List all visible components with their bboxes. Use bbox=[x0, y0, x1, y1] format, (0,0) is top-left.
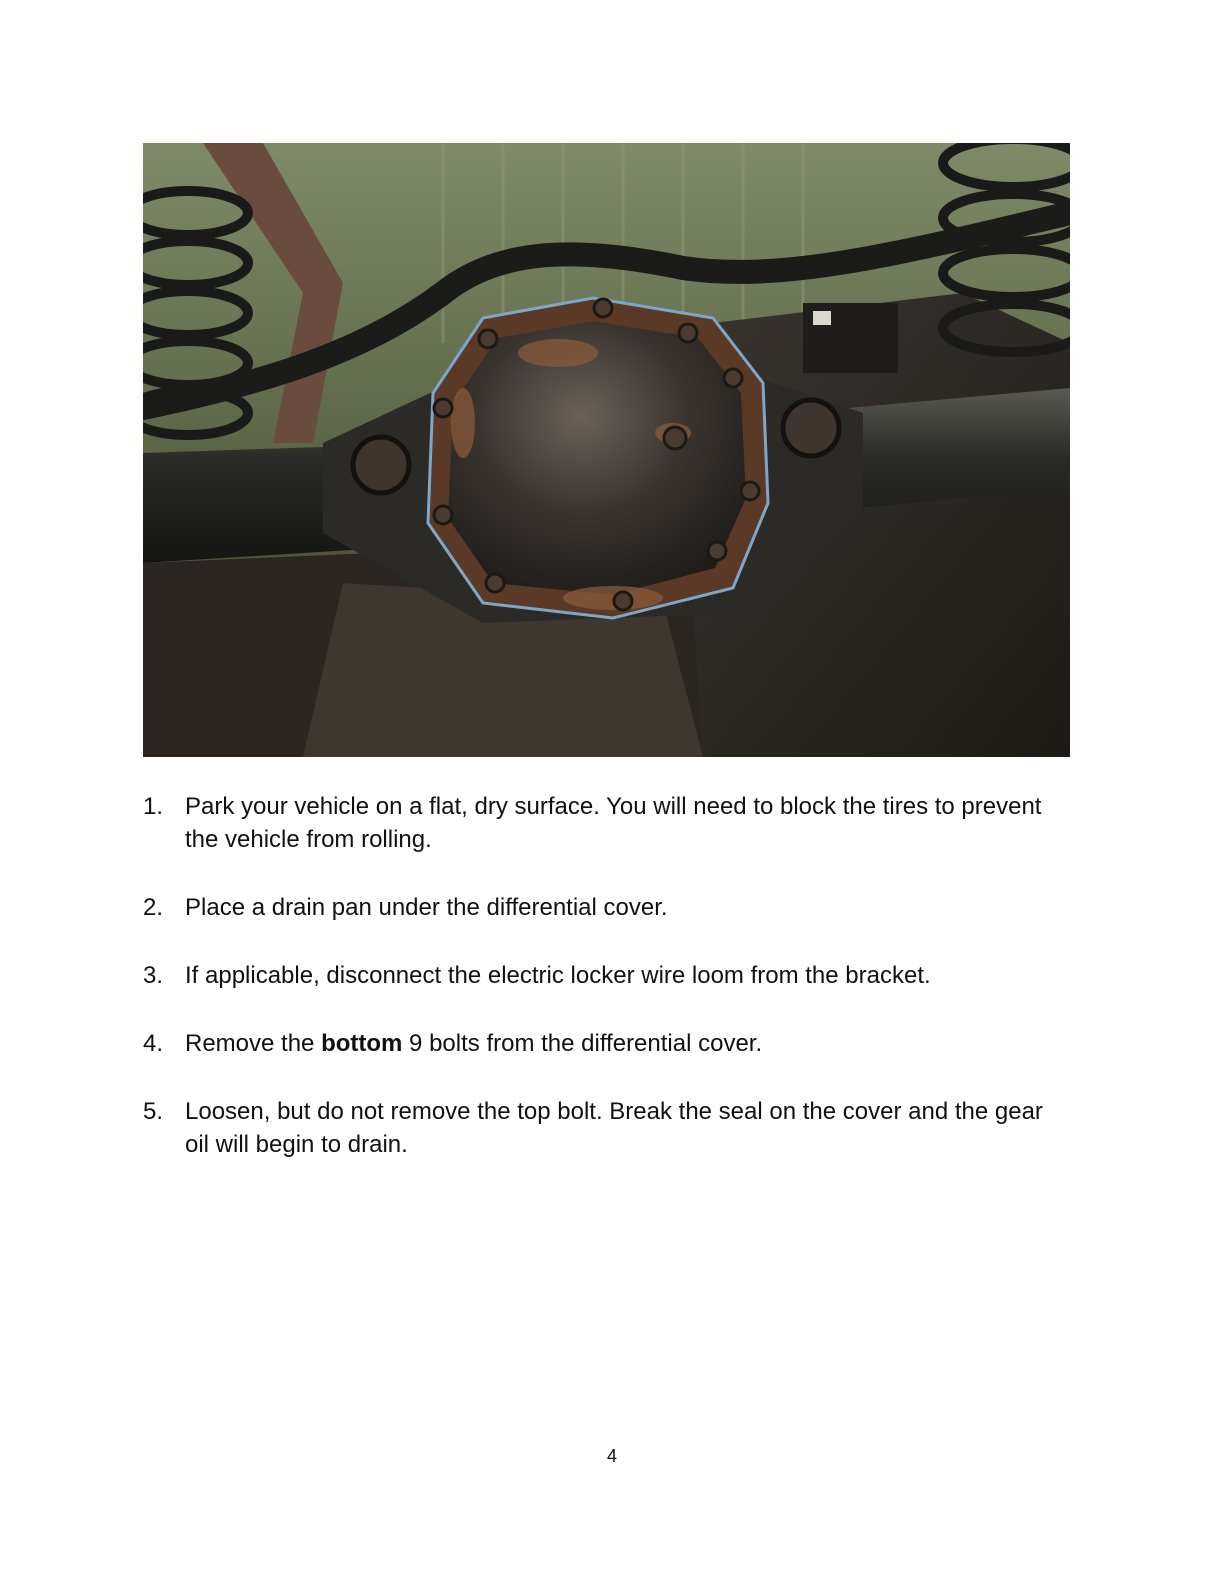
step-text-bold: bottom bbox=[321, 1030, 403, 1057]
step-1 bbox=[143, 790, 1073, 856]
step-number: 2. bbox=[143, 894, 164, 921]
instruction-steps bbox=[143, 790, 1073, 1161]
step-number: 5. bbox=[143, 1098, 164, 1125]
step-text: Place a drain pan under the differential cover. bbox=[185, 894, 668, 921]
step-number: 1. bbox=[143, 793, 164, 820]
step-4 bbox=[143, 1027, 1073, 1060]
step-text: Park your vehicle on a flat, dry surface. You will need to block the tires to prevent the vehicle from rolling. bbox=[185, 793, 1042, 853]
step-2 bbox=[143, 891, 1073, 924]
step-text-before: Remove the bbox=[185, 1030, 322, 1057]
step-text-after: 9 bolts from the differential cover. bbox=[402, 1030, 763, 1057]
step-text: If applicable, disconnect the electric locker wire loom from the bracket. bbox=[185, 962, 931, 989]
differential-photo-illustration bbox=[143, 143, 1070, 757]
page-number: 4 bbox=[606, 1446, 617, 1466]
step-5 bbox=[143, 1095, 1073, 1161]
step-text: Loosen, but do not remove the top bolt. Break the seal on the cover and the gear oil will begin to drain. bbox=[185, 1098, 1043, 1158]
step-3 bbox=[143, 959, 1073, 992]
differential-photo bbox=[143, 143, 1070, 757]
step-number: 3. bbox=[143, 962, 164, 989]
step-number: 4. bbox=[143, 1030, 164, 1057]
step-text bbox=[185, 1027, 1073, 1060]
